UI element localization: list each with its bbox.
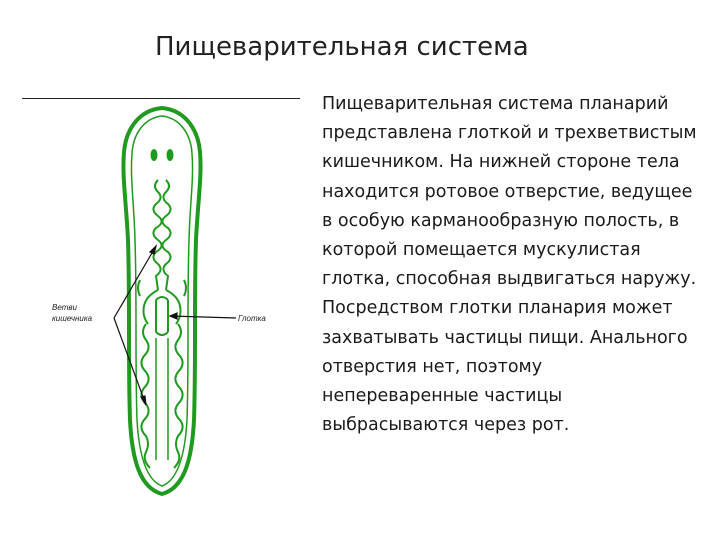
- body-outline-inner: [131, 116, 192, 486]
- pharynx: [156, 297, 168, 335]
- gut-fork: [138, 280, 186, 324]
- slide-title: Пищеварительная система: [155, 32, 529, 62]
- body-outline-outer: [123, 108, 200, 494]
- label-gut-branches-line2: кишечника: [52, 314, 93, 323]
- posterior-right-gut-branch: [174, 324, 183, 468]
- label-pharynx: Глотка: [238, 314, 266, 323]
- planarian-diagram: [22, 100, 302, 500]
- right-eye: [167, 149, 174, 161]
- left-eye: [151, 149, 158, 161]
- body-paragraph: Пищеварительная система планарий представлена глоткой и трехветвистым кишечником. На нижней стороне тела находится ротовое отверстие, ведущее в особую карманообразную полость, в которой помещается мускулистая глотка, способная выдвигаться наружу. Посредством глотки планария может захватывать частицы пищи. Анального отверстия нет, поэтому непереваренные частицы выбрасываются через рот.: [322, 94, 697, 436]
- label-gut-branches-line1: Ветви: [52, 303, 77, 312]
- anterior-gut-branch: [153, 180, 170, 290]
- title-divider: [22, 98, 300, 99]
- inner-gut-walls: [156, 338, 168, 460]
